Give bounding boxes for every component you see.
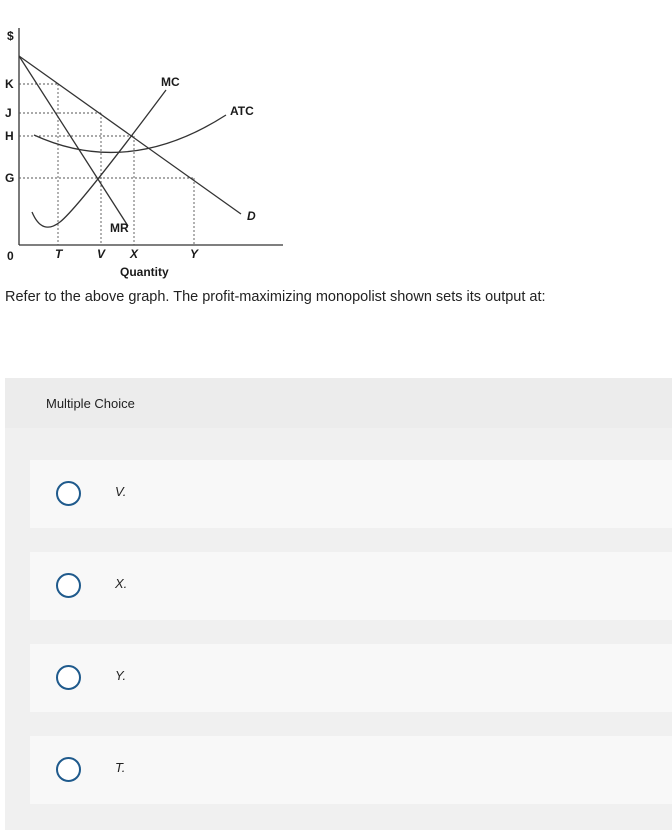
radio-button-icon[interactable] — [56, 481, 81, 506]
y-tick-g: G — [5, 171, 15, 185]
radio-button-icon[interactable] — [56, 573, 81, 598]
atc-label: ATC — [230, 104, 254, 118]
y-tick-k: K — [5, 77, 14, 91]
choice-label: X. — [115, 576, 128, 591]
monopoly-graph — [0, 0, 300, 285]
guide-lines — [19, 84, 194, 245]
choice-option-v[interactable] — [30, 460, 672, 528]
atc-curve — [34, 115, 226, 152]
multiple-choice-panel — [5, 378, 672, 830]
y-axis-symbol: $ — [7, 29, 14, 43]
choice-option-x[interactable] — [30, 552, 672, 620]
x-tick-t: T — [55, 247, 63, 261]
d-label: D — [247, 209, 256, 223]
x-tick-v: V — [97, 247, 106, 261]
choice-label: Y. — [115, 668, 127, 683]
radio-button-icon[interactable] — [56, 665, 81, 690]
y-tick-j: J — [5, 106, 12, 120]
mr-curve — [19, 56, 128, 226]
choice-label: V. — [115, 484, 127, 499]
demand-curve — [19, 56, 241, 214]
radio-button-icon[interactable] — [56, 757, 81, 782]
choice-option-t[interactable] — [30, 736, 672, 804]
origin-label: 0 — [7, 249, 14, 263]
multiple-choice-header — [5, 378, 672, 428]
choice-option-y[interactable] — [30, 644, 672, 712]
x-axis-label: Quantity — [120, 265, 169, 279]
mr-label: MR — [110, 221, 129, 235]
x-tick-x: X — [130, 247, 139, 261]
x-tick-y: Y — [190, 247, 199, 261]
y-tick-h: H — [5, 129, 14, 143]
mc-label: MC — [161, 75, 180, 89]
choice-label: T. — [115, 760, 126, 775]
mc-curve — [32, 90, 166, 227]
question-text: Refer to the above graph. The profit-maximizing monopolist shown sets its output at: — [5, 289, 546, 305]
multiple-choice-title: Multiple Choice — [46, 396, 135, 411]
